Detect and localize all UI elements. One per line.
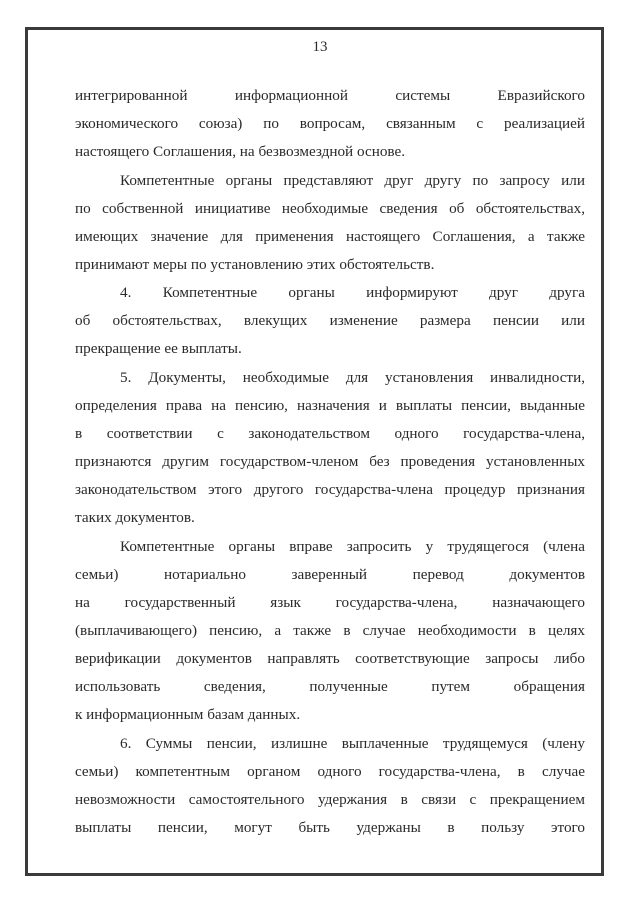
text-line: выплаты пенсии, могут быть удержаны в пользу этого bbox=[75, 819, 585, 836]
text-line: использовать сведения, полученные путем обращения bbox=[75, 678, 585, 695]
text-line: прекращение ее выплаты. bbox=[75, 340, 242, 357]
text-line: к информационным базам данных. bbox=[75, 706, 301, 723]
text-line: признаются другим государством-членом без проведения установленных bbox=[75, 453, 585, 470]
text-line: Компетентные органы вправе запросить у трудящегося (члена bbox=[120, 538, 585, 555]
text-line: законодательством этого другого государства-члена процедур признания bbox=[75, 481, 585, 498]
text-line: 4. Компетентные органы информируют друг друга bbox=[120, 284, 585, 301]
text-line: верификации документов направлять соответствующие запросы либо bbox=[75, 650, 585, 667]
text-line: в соответствии с законодательством одного государства-члена, bbox=[75, 425, 585, 442]
text-line: 5. Документы, необходимые для установления инвалидности, bbox=[120, 369, 585, 386]
text-line: по собственной инициативе необходимые сведения об обстоятельствах, bbox=[75, 200, 585, 217]
text-line: экономического союза) по вопросам, связанным с реализацией bbox=[75, 115, 585, 132]
text-line: таких документов. bbox=[75, 509, 195, 526]
text-line: на государственный язык государства-члена, назначающего bbox=[75, 594, 585, 611]
text-line: 6. Суммы пенсии, излишне выплаченные трудящемуся (члену bbox=[120, 735, 585, 752]
text-line: (выплачивающего) пенсию, а также в случае необходимости в целях bbox=[75, 622, 585, 639]
text-line: семьи) компетентным органом одного государства-члена, в случае bbox=[75, 763, 585, 780]
page-number: 13 bbox=[312, 39, 328, 55]
text-line: Компетентные органы представляют друг другу по запросу или bbox=[120, 172, 585, 189]
text-line: невозможности самостоятельного удержания в связи с прекращением bbox=[75, 791, 585, 808]
text-line: принимают меры по установлению этих обстоятельств. bbox=[75, 256, 435, 273]
text-line: об обстоятельствах, влекущих изменение размера пенсии или bbox=[75, 312, 585, 329]
text-line: определения права на пенсию, назначения и выплаты пенсии, выданные bbox=[75, 397, 585, 414]
text-line: семьи) нотариально заверенный перевод документов bbox=[75, 566, 585, 583]
text-line: имеющих значение для применения настоящего Соглашения, а также bbox=[75, 228, 585, 245]
text-line: настоящего Соглашения, на безвозмездной основе. bbox=[75, 143, 406, 160]
text-line: интегрированной информационной системы Евразийского bbox=[75, 87, 585, 104]
